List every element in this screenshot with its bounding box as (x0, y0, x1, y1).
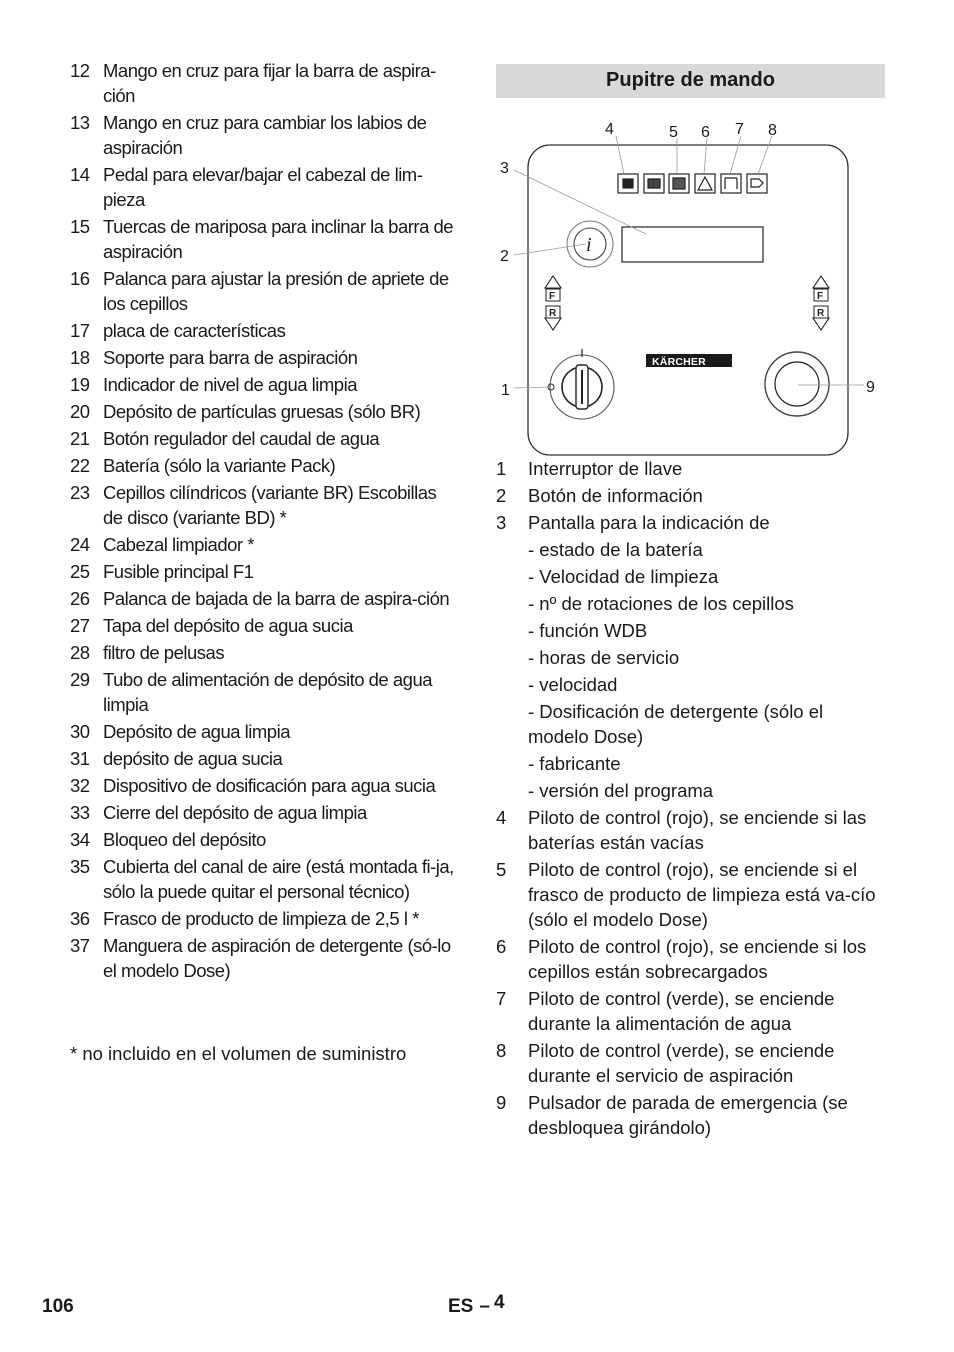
item-text: Depósito de agua limpia (103, 721, 290, 742)
sub-list-item: - horas de servicio (528, 647, 680, 668)
item-text: Cubierta del canal de aire (está montada fi-ja, sólo la puede quitar el personal técnico) (103, 856, 454, 902)
legend-item (496, 483, 886, 508)
item-number: 15 (70, 216, 90, 237)
part-item (70, 453, 460, 478)
item-number: 17 (70, 320, 90, 341)
page-footer-label: ES – 4 (448, 1292, 505, 1317)
item-number: 19 (70, 374, 90, 395)
sub-list-item: - versión del programa (528, 780, 714, 801)
svg-text:4: 4 (605, 121, 614, 138)
part-item (70, 559, 460, 584)
item-text: Soporte para barra de aspiración (103, 347, 358, 368)
svg-text:9: 9 (866, 379, 875, 396)
item-text: Cierre del depósito de agua limpia (103, 802, 367, 823)
part-item (70, 372, 460, 397)
item-number: 9 (496, 1092, 507, 1113)
legend-item (496, 1038, 886, 1088)
item-text: Dispositivo de dosificación para agua sucia (103, 775, 436, 796)
item-text: Piloto de control (rojo), se enciende si las baterías están vacías (528, 807, 867, 853)
item-text: Palanca de bajada de la barra de aspira-ción (103, 588, 450, 609)
part-item (70, 746, 460, 771)
sub-list-item: - estado de la batería (528, 539, 703, 560)
item-number: 14 (70, 164, 90, 185)
part-item (70, 110, 460, 160)
control-panel-figure (496, 112, 886, 462)
part-item (70, 933, 460, 983)
item-number: 3 (496, 512, 507, 533)
svg-text:2: 2 (500, 248, 509, 265)
part-item (70, 345, 460, 370)
item-number: 25 (70, 561, 90, 582)
sub-list-item: - nº de rotaciones de los cepillos (528, 593, 794, 614)
part-item (70, 586, 460, 611)
fr-buttons-left (545, 276, 561, 330)
item-text: Interruptor de llave (528, 458, 683, 479)
item-number: 26 (70, 588, 90, 609)
item-text: Manguera de aspiración de detergente (só-lo el modelo Dose) (103, 935, 451, 981)
item-text: Piloto de control (verde), se enciende durante la alimentación de agua (528, 988, 835, 1034)
sub-list-item: - Velocidad de limpieza (528, 566, 719, 587)
item-number: 12 (70, 60, 90, 81)
part-item (70, 318, 460, 343)
item-number: 4 (496, 807, 507, 828)
item-text: Tapa del depósito de agua sucia (103, 615, 353, 636)
item-number: 18 (70, 347, 90, 368)
part-item (70, 214, 460, 264)
part-item (70, 426, 460, 451)
svg-text:F: F (549, 291, 556, 302)
part-item (70, 640, 460, 665)
part-item (70, 399, 460, 424)
item-number: 6 (496, 936, 507, 957)
item-number: 8 (496, 1040, 507, 1061)
item-text: Pantalla para la indicación de (528, 512, 770, 533)
item-text: Mango en cruz para cambiar los labios de aspiración (103, 112, 427, 158)
part-item (70, 854, 460, 904)
part-item (70, 773, 460, 798)
item-number: 1 (496, 458, 507, 479)
item-number: 31 (70, 748, 90, 769)
footnote: * no incluido en el volumen de suministro (70, 1043, 407, 1064)
svg-text:3: 3 (500, 160, 509, 177)
item-number: 23 (70, 482, 90, 503)
item-text: Piloto de control (rojo), se enciende si los cepillos están sobrecargados (528, 936, 867, 982)
item-number: 22 (70, 455, 90, 476)
item-text: Piloto de control (rojo), se enciende si el frasco de producto de limpieza está va-cío (sólo el modelo Dose) (528, 859, 876, 930)
item-text: Depósito de partículas gruesas (sólo BR) (103, 401, 421, 422)
item-number: 34 (70, 829, 90, 850)
item-number: 36 (70, 908, 90, 929)
part-item (70, 667, 460, 717)
item-text: Botón regulador del caudal de agua (103, 428, 380, 449)
part-item (70, 906, 460, 931)
page-number: 106 (42, 1296, 74, 1317)
section-title: Pupitre de mando (496, 64, 885, 98)
svg-text:5: 5 (669, 124, 678, 141)
item-text: Frasco de producto de limpieza de 2,5 l * (103, 908, 419, 929)
item-number: 5 (496, 859, 507, 880)
fr-buttons-right (813, 276, 829, 330)
item-text: Bloqueo del depósito (103, 829, 266, 850)
svg-text:8: 8 (768, 122, 777, 139)
item-number: 37 (70, 935, 90, 956)
item-text: Indicador de nivel de agua limpia (103, 374, 357, 395)
svg-text:R: R (549, 308, 557, 319)
item-number: 7 (496, 988, 507, 1009)
legend-item (496, 805, 886, 855)
item-text: Piloto de control (verde), se enciende durante el servicio de aspiración (528, 1040, 835, 1086)
item-text: Tubo de alimentación de depósito de agua limpia (103, 669, 433, 715)
brand-logo: KÄRCHER (652, 356, 706, 368)
item-text: depósito de agua sucia (103, 748, 283, 769)
legend-item (496, 1090, 886, 1140)
part-item (70, 532, 460, 557)
sub-list-item: - velocidad (528, 674, 618, 695)
svg-text:1: 1 (501, 382, 510, 399)
info-icon: i (586, 234, 592, 256)
panel-legend-list (496, 456, 886, 1142)
item-number: 35 (70, 856, 90, 877)
item-text: Mango en cruz para fijar la barra de aspira-ción (103, 60, 436, 106)
item-text: Palanca para ajustar la presión de apriete de los cepillos (103, 268, 449, 314)
indicator-lamps (618, 174, 767, 193)
item-text: Fusible principal F1 (103, 561, 254, 582)
item-number: 21 (70, 428, 90, 449)
legend-item (496, 934, 886, 984)
item-number: 24 (70, 534, 90, 555)
part-item (70, 800, 460, 825)
item-number: 33 (70, 802, 90, 823)
part-item (70, 162, 460, 212)
item-number: 28 (70, 642, 90, 663)
part-item (70, 719, 460, 744)
part-item (70, 266, 460, 316)
svg-text:R: R (817, 308, 825, 319)
item-text: Cepillos cilíndricos (variante BR) Escobillas de disco (variante BD) * (103, 482, 437, 528)
svg-text:F: F (817, 291, 824, 302)
item-text: filtro de pelusas (103, 642, 225, 663)
item-text: Pulsador de parada de emergencia (se desbloquea girándolo) (528, 1092, 848, 1138)
item-number: 13 (70, 112, 90, 133)
part-item (70, 827, 460, 852)
item-number: 16 (70, 268, 90, 289)
sub-list-item: - fabricante (528, 753, 621, 774)
item-text: Pedal para elevar/bajar el cabezal de lim-pieza (103, 164, 423, 210)
lamp-vacuum-icon (747, 174, 767, 193)
info-button (567, 221, 613, 267)
item-number: 2 (496, 485, 507, 506)
item-text: Botón de información (528, 485, 703, 506)
item-number: 27 (70, 615, 90, 636)
item-text: Tuercas de mariposa para inclinar la barra de aspiración (103, 216, 454, 262)
parts-list-left (70, 58, 460, 985)
legend-item (496, 986, 886, 1036)
item-number: 20 (70, 401, 90, 422)
key-switch (548, 349, 614, 419)
legend-item (496, 510, 886, 803)
sub-list (528, 537, 886, 803)
item-number: 30 (70, 721, 90, 742)
legend-item (496, 456, 886, 481)
svg-text:6: 6 (701, 124, 710, 141)
legend-item (496, 857, 886, 932)
part-item (70, 480, 460, 530)
sub-list-item: - función WDB (528, 620, 648, 641)
svg-text:7: 7 (735, 121, 744, 138)
part-item (70, 613, 460, 638)
sub-list-item: - Dosificación de detergente (sólo el modelo Dose) (528, 701, 824, 747)
item-number: 29 (70, 669, 90, 690)
item-text: placa de características (103, 320, 286, 341)
emergency-stop-button (765, 352, 829, 416)
item-number: 32 (70, 775, 90, 796)
part-item (70, 58, 460, 108)
item-text: Cabezal limpiador * (103, 534, 254, 555)
lamp-water-icon (721, 174, 741, 193)
item-text: Batería (sólo la variante Pack) (103, 455, 336, 476)
